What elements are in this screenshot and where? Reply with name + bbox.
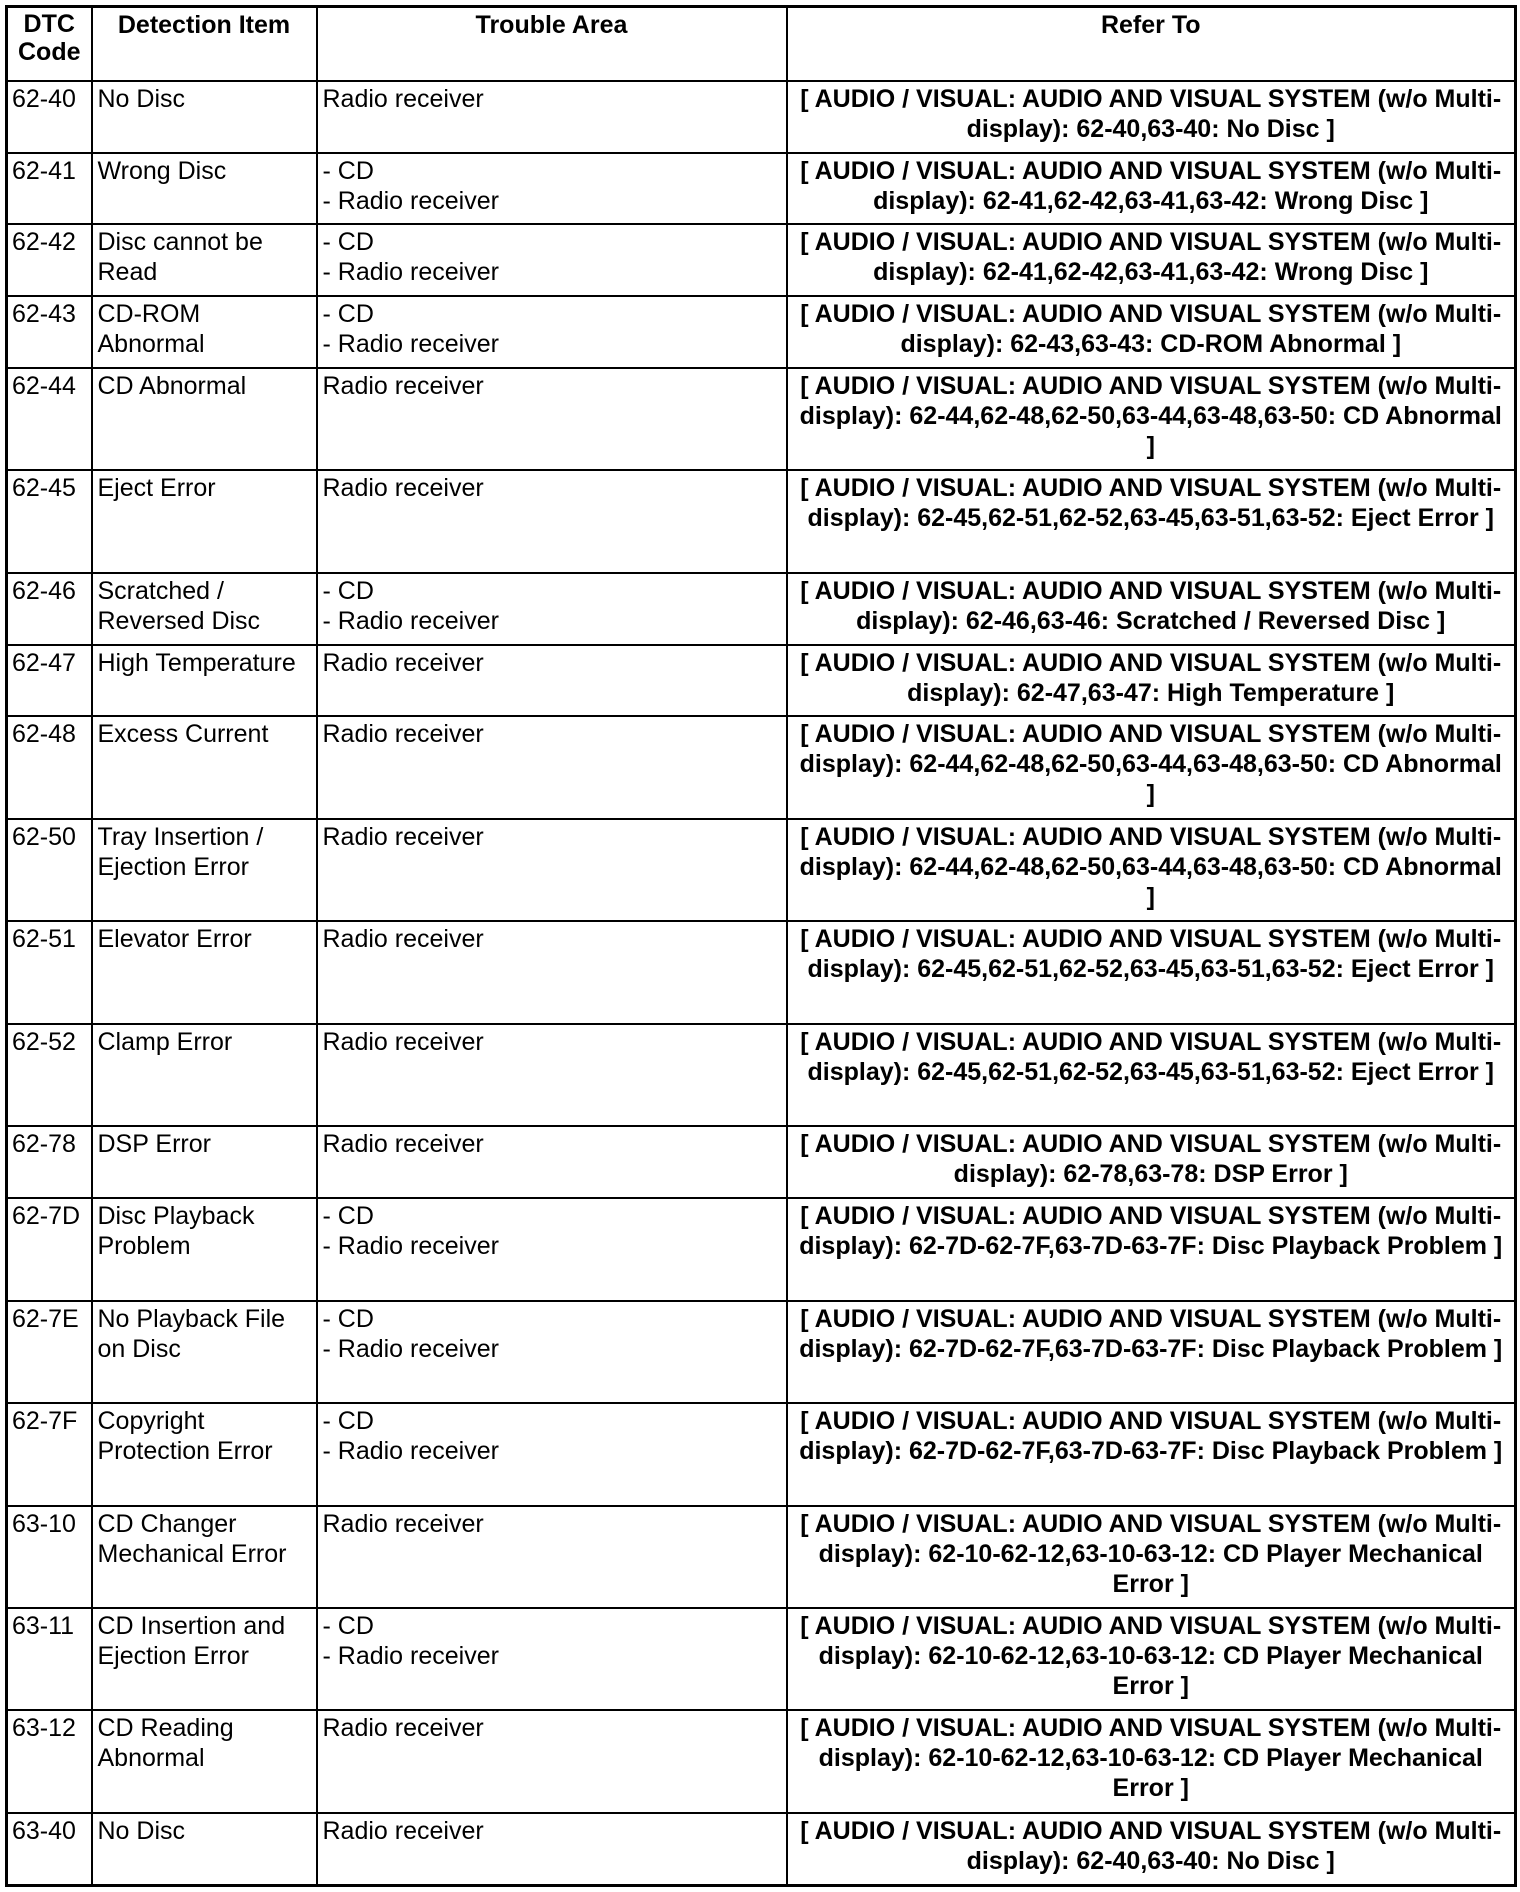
table-body	[7, 81, 1516, 1886]
detection-item-cell: Wrong Disc	[92, 153, 317, 225]
table-row	[7, 1608, 1516, 1710]
trouble-area-cell: - CD - Radio receiver	[317, 1198, 787, 1300]
trouble-area-cell: Radio receiver	[317, 1813, 787, 1886]
refer-to-link[interactable]: [ AUDIO / VISUAL: AUDIO AND VISUAL SYSTEM (w/o Multi-display): 62-78,63-78: DSP Error ]	[787, 1126, 1516, 1198]
dtc-code-cell: 62-7E	[7, 1301, 92, 1403]
detection-item-cell: Excess Current	[92, 716, 317, 818]
refer-to-link[interactable]: [ AUDIO / VISUAL: AUDIO AND VISUAL SYSTEM (w/o Multi-display): 62-41,62-42,63-41,63-42: Wrong Disc ]	[787, 153, 1516, 225]
table-row	[7, 296, 1516, 368]
refer-to-link[interactable]: [ AUDIO / VISUAL: AUDIO AND VISUAL SYSTEM (w/o Multi-display): 62-40,63-40: No Disc ]	[787, 81, 1516, 153]
header-detection-item: Detection Item	[92, 7, 317, 82]
refer-to-link[interactable]: [ AUDIO / VISUAL: AUDIO AND VISUAL SYSTEM (w/o Multi-display): 62-7D-62-7F,63-7D-63-7F: Disc Playback Problem ]	[787, 1403, 1516, 1505]
dtc-table	[5, 5, 1517, 1887]
trouble-area-cell: - CD - Radio receiver	[317, 1301, 787, 1403]
trouble-area-cell: Radio receiver	[317, 81, 787, 153]
table-row	[7, 716, 1516, 818]
trouble-area-cell: - CD - Radio receiver	[317, 573, 787, 645]
trouble-area-cell: Radio receiver	[317, 1024, 787, 1126]
refer-to-link[interactable]: [ AUDIO / VISUAL: AUDIO AND VISUAL SYSTEM (w/o Multi-display): 62-40,63-40: No Disc ]	[787, 1813, 1516, 1886]
dtc-code-cell: 62-48	[7, 716, 92, 818]
dtc-code-cell: 62-43	[7, 296, 92, 368]
detection-item-cell: No Playback File on Disc	[92, 1301, 317, 1403]
refer-to-link[interactable]: [ AUDIO / VISUAL: AUDIO AND VISUAL SYSTEM (w/o Multi-display): 62-7D-62-7F,63-7D-63-7F: Disc Playback Problem ]	[787, 1301, 1516, 1403]
refer-to-link[interactable]: [ AUDIO / VISUAL: AUDIO AND VISUAL SYSTEM (w/o Multi-display): 62-45,62-51,62-52,63-45,63-51,63-52: Eject Error ]	[787, 1024, 1516, 1126]
trouble-area-cell: - CD - Radio receiver	[317, 224, 787, 296]
detection-item-cell: CD-ROM Abnormal	[92, 296, 317, 368]
detection-item-cell: CD Reading Abnormal	[92, 1710, 317, 1812]
table-row	[7, 81, 1516, 153]
detection-item-cell: Copyright Protection Error	[92, 1403, 317, 1505]
trouble-area-cell: - CD - Radio receiver	[317, 1608, 787, 1710]
header-dtc-code: DTC Code	[7, 7, 92, 82]
dtc-code-cell: 63-11	[7, 1608, 92, 1710]
detection-item-cell: Disc cannot be Read	[92, 224, 317, 296]
header-row	[7, 7, 1516, 82]
detection-item-cell: CD Abnormal	[92, 368, 317, 470]
table-row	[7, 470, 1516, 572]
detection-item-cell: No Disc	[92, 1813, 317, 1886]
detection-item-cell: Clamp Error	[92, 1024, 317, 1126]
dtc-code-cell: 62-40	[7, 81, 92, 153]
dtc-code-cell: 62-44	[7, 368, 92, 470]
trouble-area-cell: Radio receiver	[317, 1710, 787, 1812]
refer-to-link[interactable]: [ AUDIO / VISUAL: AUDIO AND VISUAL SYSTEM (w/o Multi-display): 62-45,62-51,62-52,63-45,63-51,63-52: Eject Error ]	[787, 470, 1516, 572]
refer-to-link[interactable]: [ AUDIO / VISUAL: AUDIO AND VISUAL SYSTEM (w/o Multi-display): 62-47,63-47: High Temperature ]	[787, 645, 1516, 717]
table-row	[7, 1301, 1516, 1403]
table-row	[7, 819, 1516, 921]
detection-item-cell: Scratched / Reversed Disc	[92, 573, 317, 645]
trouble-area-cell: Radio receiver	[317, 1126, 787, 1198]
refer-to-link[interactable]: [ AUDIO / VISUAL: AUDIO AND VISUAL SYSTEM (w/o Multi-display): 62-44,62-48,62-50,63-44,63-48,63-50: CD Abnormal ]	[787, 819, 1516, 921]
table-row	[7, 368, 1516, 470]
refer-to-link[interactable]: [ AUDIO / VISUAL: AUDIO AND VISUAL SYSTEM (w/o Multi-display): 62-43,63-43: CD-ROM Abnormal ]	[787, 296, 1516, 368]
detection-item-cell: High Temperature	[92, 645, 317, 717]
dtc-code-cell: 63-12	[7, 1710, 92, 1812]
trouble-area-cell: Radio receiver	[317, 645, 787, 717]
dtc-code-cell: 62-42	[7, 224, 92, 296]
header-trouble-area: Trouble Area	[317, 7, 787, 82]
table-row	[7, 1403, 1516, 1505]
table-header	[7, 7, 1516, 82]
table-row	[7, 1126, 1516, 1198]
header-refer-to: Refer To	[787, 7, 1516, 82]
dtc-code-cell: 62-51	[7, 921, 92, 1023]
table-row	[7, 645, 1516, 717]
table-row	[7, 573, 1516, 645]
detection-item-cell: Elevator Error	[92, 921, 317, 1023]
detection-item-cell: CD Changer Mechanical Error	[92, 1506, 317, 1608]
dtc-code-cell: 62-50	[7, 819, 92, 921]
dtc-code-cell: 62-7F	[7, 1403, 92, 1505]
trouble-area-cell: Radio receiver	[317, 819, 787, 921]
dtc-code-cell: 63-10	[7, 1506, 92, 1608]
table-row	[7, 1506, 1516, 1608]
detection-item-cell: CD Insertion and Ejection Error	[92, 1608, 317, 1710]
table-row	[7, 1198, 1516, 1300]
dtc-code-cell: 62-41	[7, 153, 92, 225]
trouble-area-cell: - CD - Radio receiver	[317, 1403, 787, 1505]
trouble-area-cell: Radio receiver	[317, 368, 787, 470]
refer-to-link[interactable]: [ AUDIO / VISUAL: AUDIO AND VISUAL SYSTEM (w/o Multi-display): 62-44,62-48,62-50,63-44,63-48,63-50: CD Abnormal ]	[787, 368, 1516, 470]
refer-to-link[interactable]: [ AUDIO / VISUAL: AUDIO AND VISUAL SYSTEM (w/o Multi-display): 62-41,62-42,63-41,63-42: Wrong Disc ]	[787, 224, 1516, 296]
table-row	[7, 1813, 1516, 1886]
refer-to-link[interactable]: [ AUDIO / VISUAL: AUDIO AND VISUAL SYSTEM (w/o Multi-display): 62-10-62-12,63-10-63-12: CD Player Mechanical Error ]	[787, 1710, 1516, 1812]
trouble-area-cell: Radio receiver	[317, 470, 787, 572]
dtc-code-cell: 62-46	[7, 573, 92, 645]
table-row	[7, 224, 1516, 296]
detection-item-cell: No Disc	[92, 81, 317, 153]
refer-to-link[interactable]: [ AUDIO / VISUAL: AUDIO AND VISUAL SYSTEM (w/o Multi-display): 62-10-62-12,63-10-63-12: CD Player Mechanical Error ]	[787, 1608, 1516, 1710]
detection-item-cell: DSP Error	[92, 1126, 317, 1198]
detection-item-cell: Tray Insertion / Ejection Error	[92, 819, 317, 921]
detection-item-cell: Eject Error	[92, 470, 317, 572]
dtc-code-cell: 62-45	[7, 470, 92, 572]
dtc-code-cell: 62-47	[7, 645, 92, 717]
dtc-code-cell: 62-78	[7, 1126, 92, 1198]
trouble-area-cell: - CD - Radio receiver	[317, 153, 787, 225]
table-row	[7, 1710, 1516, 1812]
trouble-area-cell: - CD - Radio receiver	[317, 296, 787, 368]
refer-to-link[interactable]: [ AUDIO / VISUAL: AUDIO AND VISUAL SYSTEM (w/o Multi-display): 62-45,62-51,62-52,63-45,63-51,63-52: Eject Error ]	[787, 921, 1516, 1023]
refer-to-link[interactable]: [ AUDIO / VISUAL: AUDIO AND VISUAL SYSTEM (w/o Multi-display): 62-44,62-48,62-50,63-44,63-48,63-50: CD Abnormal ]	[787, 716, 1516, 818]
refer-to-link[interactable]: [ AUDIO / VISUAL: AUDIO AND VISUAL SYSTEM (w/o Multi-display): 62-7D-62-7F,63-7D-63-7F: Disc Playback Problem ]	[787, 1198, 1516, 1300]
trouble-area-cell: Radio receiver	[317, 921, 787, 1023]
trouble-area-cell: Radio receiver	[317, 1506, 787, 1608]
detection-item-cell: Disc Playback Problem	[92, 1198, 317, 1300]
dtc-code-cell: 62-52	[7, 1024, 92, 1126]
table-row	[7, 1024, 1516, 1126]
table-row	[7, 153, 1516, 225]
refer-to-link[interactable]: [ AUDIO / VISUAL: AUDIO AND VISUAL SYSTEM (w/o Multi-display): 62-46,63-46: Scratched / Reversed Disc ]	[787, 573, 1516, 645]
refer-to-link[interactable]: [ AUDIO / VISUAL: AUDIO AND VISUAL SYSTEM (w/o Multi-display): 62-10-62-12,63-10-63-12: CD Player Mechanical Error ]	[787, 1506, 1516, 1608]
dtc-code-cell: 62-7D	[7, 1198, 92, 1300]
table-row	[7, 921, 1516, 1023]
trouble-area-cell: Radio receiver	[317, 716, 787, 818]
dtc-code-cell: 63-40	[7, 1813, 92, 1886]
